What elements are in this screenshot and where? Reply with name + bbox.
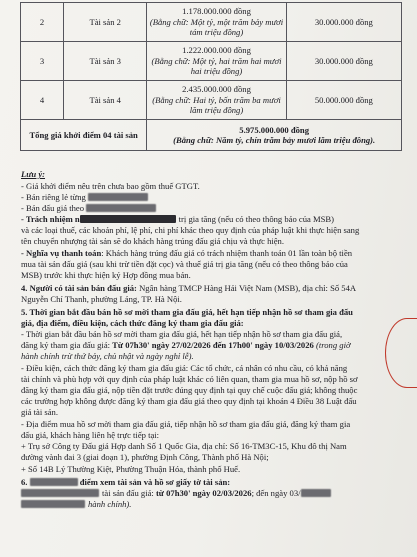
starting-price-cell (147, 42, 286, 81)
section-5-line: đăng ký tham gia đấu giá: Từ 07h30' ngày 27/02/2026 đến 17h00' ngày 10/03/2026 (trong giờ (21, 340, 351, 350)
note-line: - Trách nhiệm n trị gia tăng (nếu có theo thông báo của MSB) (21, 214, 335, 224)
deposit-amount: 30.000.000 đồng (286, 42, 401, 81)
section-5-line: - Điều kiện, cách thức đăng ký tham gia đấu giá: Các tổ chức, cá nhân có nhu cầu, có khả năng (21, 363, 348, 373)
section-6-title: 6. điểm xem tài sản và hồ sơ giấy tờ tài sản: (21, 477, 231, 487)
section-5-line: + Trụ sở Công ty Đấu giá Hợp danh Số 1 Quốc Gia, địa chỉ: Số 16-TM3C-15, Khu đô thị Nam (21, 441, 347, 451)
table-row (21, 81, 402, 120)
asset-name: Tài sản 4 (64, 81, 147, 120)
notes-heading: Lưu ý: (21, 169, 46, 179)
table-row (21, 42, 402, 81)
starting-price-cell (147, 3, 286, 42)
row-number: 4 (21, 81, 64, 120)
starting-price: 1.222.000.000 đồng (182, 45, 251, 56)
note-line: tên chuyển nhượng tài sản sẽ do khách hàng trúng đấu giá chịu và thực hiện. (21, 236, 285, 246)
redaction (30, 478, 78, 486)
section-5-title: 5. Thời gian bắt đầu bán hồ sơ mời tham gia đấu giá, hết hạn tiếp nhận hồ sơ tham gia đấu (21, 307, 353, 317)
note-line: mua tài sản đấu giá (sau khi trừ tiền đặt cọc) và thuế giá trị gia tăng (nếu có theo thông báo của (21, 259, 348, 269)
note-line: - Nghĩa vụ thanh toán: Khách hàng trúng đấu giá có trách nhiệm thanh toán 01 lần toàn bộ tiền (21, 248, 353, 258)
asset-name: Tài sản 2 (64, 3, 147, 42)
table-total-row (21, 120, 402, 151)
section-5-line: giá tài sản. (21, 407, 58, 417)
starting-price-words: (Bằng chữ: Một tỷ, hai trăm hai mươi hai triệu đồng) (151, 55, 282, 77)
redaction (21, 489, 99, 497)
section-5-line: các trường hợp không được đăng ký tham gia đấu giá theo quy định tại khoản 4 Điều 38 Luật đấu (21, 396, 357, 406)
redaction (80, 215, 176, 223)
section-5-line: + Số 14B Lý Thường Kiệt, Phường Thuận Hóa, thành phố Huế. (21, 464, 241, 474)
row-number: 3 (21, 42, 64, 81)
starting-price-words: (Bằng chữ: Một tỷ, một trăm bảy mươi tám triệu đồng) (149, 16, 284, 38)
note-line: - Bán riêng lẻ từng (21, 192, 148, 203)
section-5-line: đăng ký tham gia đấu giá, nộp tiền đặt trước đúng quy định tại quy chế cuộc đấu giá; không thuộc (21, 385, 358, 395)
table-row (21, 3, 402, 42)
section-5-line: tài chính và phù hợp với quy định của pháp luật khác có liên quan, tham gia mua hồ sơ, nộp hồ sơ (21, 374, 358, 384)
section-5-line: - Thời gian bắt đầu bán hồ sơ mời tham gia đấu giá, hết hạn tiếp nhận hồ sơ tham gia đấu giá, (21, 329, 343, 339)
redaction (301, 489, 331, 497)
company-seal-stamp (385, 318, 417, 388)
asset-price-table (20, 2, 402, 151)
row-number: 2 (21, 3, 64, 42)
deposit-amount: 50.000.000 đồng (286, 81, 401, 120)
note-line: - Bán đấu giá theo (21, 203, 156, 214)
section-4: 4. Người có tài sản bán đấu giá: Ngân hàng TMCP Hàng Hải Việt Nam (MSB), địa chỉ: Số 54A (21, 283, 357, 293)
starting-price-words: (Bằng chữ: Hai tỷ, bốn trăm ba mươi lăm triệu đồng) (152, 94, 281, 116)
section-4-line: Nguyễn Chí Thanh, phường Láng, TP. Hà Nội. (21, 294, 182, 304)
total-value-words: (Bằng chữ: Năm tỷ, chín trăm bảy mươi lăm triệu đồng). (173, 135, 376, 145)
section-5-line: đấu giá, khách hàng liên hệ trực tiếp tại: (21, 430, 160, 440)
section-5-line: hành chính trừ thứ bảy, chủ nhật và ngày nghỉ lễ). (21, 351, 194, 361)
redaction (21, 500, 85, 508)
redaction (88, 193, 148, 201)
section-5-title: giá, địa điểm, điều kiện, cách thức đăng ký tham gia đấu giá: (21, 318, 244, 328)
starting-price: 2.435.000.000 đồng (182, 84, 251, 95)
note-line: MSB) trước khi thực hiện ký Hợp đồng mua bán. (21, 270, 191, 280)
asset-name: Tài sản 3 (64, 42, 147, 81)
redaction (86, 204, 156, 212)
starting-price: 1.178.000.000 đồng (182, 6, 251, 17)
note-line: và các loại thuế, các khoản phí, lệ phí, chi phí khác theo quy định của pháp luật khi thực hiện sang (21, 225, 360, 235)
total-value: 5.975.000.000 đồng (239, 124, 310, 135)
deposit-amount: 30.000.000 đồng (286, 3, 401, 42)
section-6-line: tài sản đấu giá: từ 07h30' ngày 02/03/2026; đến ngày 03/ (21, 488, 331, 499)
starting-price-cell (147, 81, 286, 120)
note-line: - Giá khởi điểm nêu trên chưa bao gồm thuế GTGT. (21, 181, 200, 191)
section-5-line: - Địa điểm mua hồ sơ mời tham gia đấu giá, tiếp nhận hồ sơ tham gia đấu giá, đăng ký tham gia (21, 419, 351, 429)
section-5-line: đường vành đai 3 (giai đoạn 1), phường Định Công, Thành phố Hà Nội; (21, 452, 269, 462)
section-6-line: hành chính). (21, 499, 131, 510)
total-value-cell (147, 120, 402, 151)
total-label: Tổng giá khởi điểm 04 tài sản (21, 120, 147, 151)
